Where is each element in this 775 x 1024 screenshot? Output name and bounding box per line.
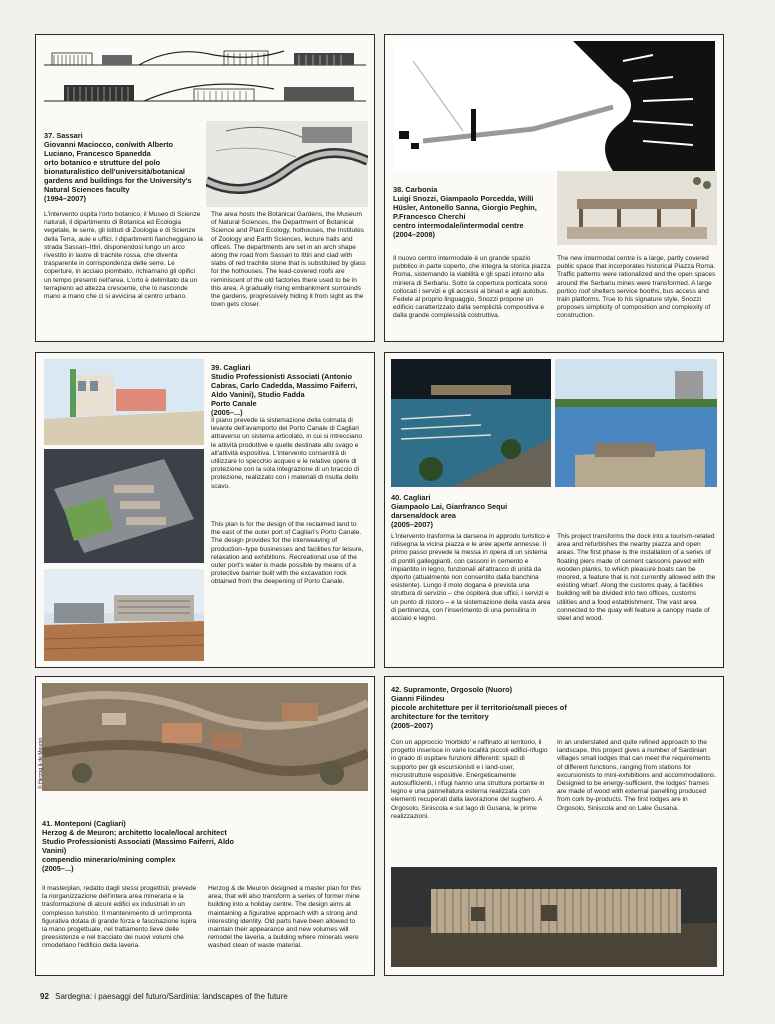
project-authors: Herzog & de Meuron; architetto locale/local architect Studio Professionisti Associati (Massimo Faiferri, Aldo Vanini) xyxy=(42,828,235,855)
project-37-heading xyxy=(44,131,204,203)
project-39-text-english: This plan is for the design of the reclaimed land to the east of the outer port of Cagliari's Porto Canale. The design provides for the interweaving of production–type businesses and facilities for leisure, relaxation and exhibitions. Recreational use of the outer port's water is made possible by means of a protective barrier built with the excavation rock obtained from the deepening of Porto Canale. xyxy=(211,521,364,586)
project-authors: Gianni Filindeu xyxy=(391,694,445,703)
elevation-drawing-top xyxy=(44,41,366,69)
project-number: 41. Monteponi (Cagliari) xyxy=(42,819,126,828)
project-dates: (1994–2007) xyxy=(44,194,86,203)
urban-plan-map xyxy=(393,41,715,171)
project-dates: (2004–2008) xyxy=(393,230,435,239)
project-title: piccole architetture per il territorio/small pieces of architecture for the territory xyxy=(391,703,567,721)
waterfront-render xyxy=(44,569,204,661)
project-37-text-italian: L'intervento ospita l'orto botanico, il Museo di Scienze naturali, il dipartimento di Botanica ed Ecologia vegetale, le serre, gli istituti di Zoologia e di Scienze della Terra, aule e uffici. I dipartimenti fiancheggiano la strada Sassari–Ittiri, disponendosi lungo un arco rivestito in lastre di trachite rossa, che diventa trasparente in corrispondenza delle serre. Le coperture, in acciaio piombato, richiamano gli opifici un tempo presenti nell'area. L'orto è delimitato da un terrapieno ad altezza crescente, che lo nasconde mano a mano che ci si avvicina al centro urbano. xyxy=(44,211,203,301)
project-authors: Luigi Snozzi, Giampaolo Porcedda, Willi Hüsler, Antonello Sanna, Giorgio Peghin, P.Francesco Cherchi xyxy=(393,194,537,221)
project-authors: Giovanni Maciocco, con/with Alberto Luciano, Francesco Spanedda xyxy=(44,140,174,158)
project-39-panel xyxy=(35,352,375,668)
project-39-heading xyxy=(211,363,366,417)
project-dates: (2005–...) xyxy=(42,864,74,873)
site-plan-aerial xyxy=(206,121,368,207)
project-41-text-english: Herzog & de Meuron designed a master plan for this area, that will also transform a series of former mine building into a holiday centre. The design aims at maintaining a figurative approach with a strong and interesting identity. Old parts have been allowed to maintain their appearance and new volumes will remodel the laveria, a building where minerals were washed clean of waste material. xyxy=(208,885,361,950)
project-42-text-english: In an understated and quite refined approach to the landscape, this project gives a number of Sardinian villages small lodges that can meet the requirements of different functions, ranging from stations for excursionists to mini-exhibitions and accommodations. Designed to be energy-sufficient, the lodges' frames are made of wood with external panelling produced from cork by-products. The first lodges are in Orgosolo, Siniscola and on Lake Gusana. xyxy=(557,739,717,812)
project-title: centro intermodale/intermodal centre xyxy=(393,221,524,230)
mining-complex-aerial-photo xyxy=(42,683,368,791)
project-38-text-italian: Il nuovo centro intermodale è un grande spazio pubblico in parte coperto, che integra la storica piazza Roma, sistemando la viabilità e gli spazi intorno alla miniera di Serbariu. Sotto la copertura porticata sono collocati i servizi e gli accessi ai binari e agli autobus. Fedele al proprio linguaggio, Snozzi propone un edificio caratterizzato dalla semplicità compositiva e dalla grande complessità costruttiva. xyxy=(393,255,551,320)
building-render xyxy=(44,359,204,445)
project-title: darsena/dock area xyxy=(391,511,456,520)
project-number: 42. Supramonte, Orgosolo (Nuoro) xyxy=(391,685,513,694)
project-40-panel xyxy=(384,352,724,668)
project-dates: (2005–...) xyxy=(211,408,243,417)
page-footer xyxy=(40,992,288,1001)
project-dates: (2005–2007) xyxy=(391,721,433,730)
project-authors: Giampaolo Lai, Gianfranco Sequi xyxy=(391,502,508,511)
project-authors: Studio Professionisti Associati (Antonio Cabras, Carlo Cadedda, Massimo Faiferri, Aldo Vanini), Studio Fadda xyxy=(211,372,358,399)
project-39-text-italian: Il piano prevede la sistemazione della colmata di levante dell'avamporto del Porto Canale di Cagliari attraverso un sistema articolato, in cui si intrecciano le attività produttive e quelle destinate allo svago e all'attività espositiva. L'intervento consentirà di utilizzare lo specchio acqueo e le relative opere di protezione con la sola integrazione di un braccio di protezione, realizzato con i materiali di risulta dello scavo. xyxy=(211,417,362,490)
project-number: 40. Cagliari xyxy=(391,493,431,502)
project-42-panel xyxy=(384,676,724,976)
project-number: 37. Sassari xyxy=(44,131,83,140)
project-41-panel xyxy=(35,676,375,976)
project-38-text-english: The new intermodal centre is a large, partly covered public space that incorporates historical Piazza Roma. Traffic patterns were rationalized and the open spaces around the Serbariu mines were transformed. A large portico roof shelters service booths, bus access and train platforms. True to his signature style, Snozzi proposes simplicity of composition and complexity of construction. xyxy=(557,255,716,320)
photo-credit: © Herzog & de Meuron xyxy=(38,737,44,789)
project-41-heading xyxy=(42,819,242,873)
intermodal-centre-model xyxy=(557,171,717,245)
page-number: 92 xyxy=(40,992,49,1001)
project-number: 38. Carbonia xyxy=(393,185,438,194)
project-title: compendio minerario/mining complex xyxy=(42,855,176,864)
project-41-text-italian: Il masterplan, redatto dagli stessi progettisti, prevede la riorganizzazione dell'intera area mineraria e la trasformazione di alcuni edifici ex industriali in un complesso turistico. Il mantenimento di un'impronta figurativa dotata di grande forza e fascinazione ispira la mano progettuale, nel trattamento lieve delle preesistenze e nel tracciato dei nuovi volumi che rimodellano l'edificio della laveria. xyxy=(42,885,197,950)
project-number: 39. Cagliari xyxy=(211,363,251,372)
project-37-panel xyxy=(35,34,375,342)
marina-render-right xyxy=(555,359,717,487)
project-42-text-italian: Con un approccio 'morbido' e raffinato al territorio, il progetto inserisce in varie località piccoli edifici-rifugio in grado di ospitare funzioni differenti: spazi di supporto per gli escursionisti e i land-user, microstrutture espositive. Energeticamente autosufficienti, i rifugi hanno una struttura portante in legno e una pannellatura esterna realizzata con elementi recuperati dalla lavorazione del sughero. A Orgosolo, Siniscola e sul lago di Gusana, le prime realizzazioni. xyxy=(391,739,548,820)
project-38-heading xyxy=(393,185,553,239)
elevation-drawing-bottom xyxy=(44,75,366,105)
project-dates: (2005–2007) xyxy=(391,520,433,529)
project-40-heading xyxy=(391,493,551,529)
running-title: Sardegna: i paesaggi del futuro/Sardinia: landscapes of the future xyxy=(55,992,288,1001)
project-title: orto botanico e strutture del polo bionaturalistico dell'università/botanical gardens and buildings for the University's Natural Sciences faculty xyxy=(44,158,192,194)
project-38-panel xyxy=(384,34,724,342)
lodge-render xyxy=(391,867,717,967)
project-37-text-english: The area hosts the Botanical Gardens, the Museum of Natural Sciences, the Department of Botanical Science and Plant Ecology, hothouses, the Institutes of Zoology and Earth Sciences, lecture halls and offices. The departments are set in an arch shape along the road from Sassari to Ittiri and clad with slabs of red trachite stone that is substituted by glass for the hothouses. The lead-covered roofs are reminiscent of the old factories there used to be in this area. A gradually rising embankment surrounds the gardens, progressively hiding it from sight as the town gets closer. xyxy=(211,211,366,309)
marina-render-left xyxy=(391,359,551,487)
masterplan-render xyxy=(44,449,204,563)
project-40-text-italian: L'intervento trasforma la darsena in approdo turistico e ridisegna la vicina piazza e le aree aperte annesse. Il primo passo prevede la messa in opera di un sistema di pontili galleggianti, con cassoni in cemento e impiantito in legno, funzionali all'attracco di unità da diporto (attualmente non consentito dalla banchina esistente). Lungo il molo dogana è prevista una struttura di servizio – che ospiterà due uffici, i servizi e un punto di ristoro – e la sistemazione della vasta area di pertinenza, con l'inserimento di una pensilina in acciaio e legno. xyxy=(391,533,551,623)
project-40-text-english: This project transforms the dock into a tourism-related area and refurbishes the nearby piazza and open areas. The first phase is the installation of a series of floating piers made of cement caissons paved with wooden planks, to which pleasure boats can be moored, a feature that is not currently allowed with the existing wharf. Along the customs quay, a facilities building will be divided into two offices, customs utilities and a food establishment. The vast area connected to the quay will feature a canopy made of steel and wood. xyxy=(557,533,716,623)
project-42-heading xyxy=(391,685,611,730)
project-title: Porto Canale xyxy=(211,399,257,408)
